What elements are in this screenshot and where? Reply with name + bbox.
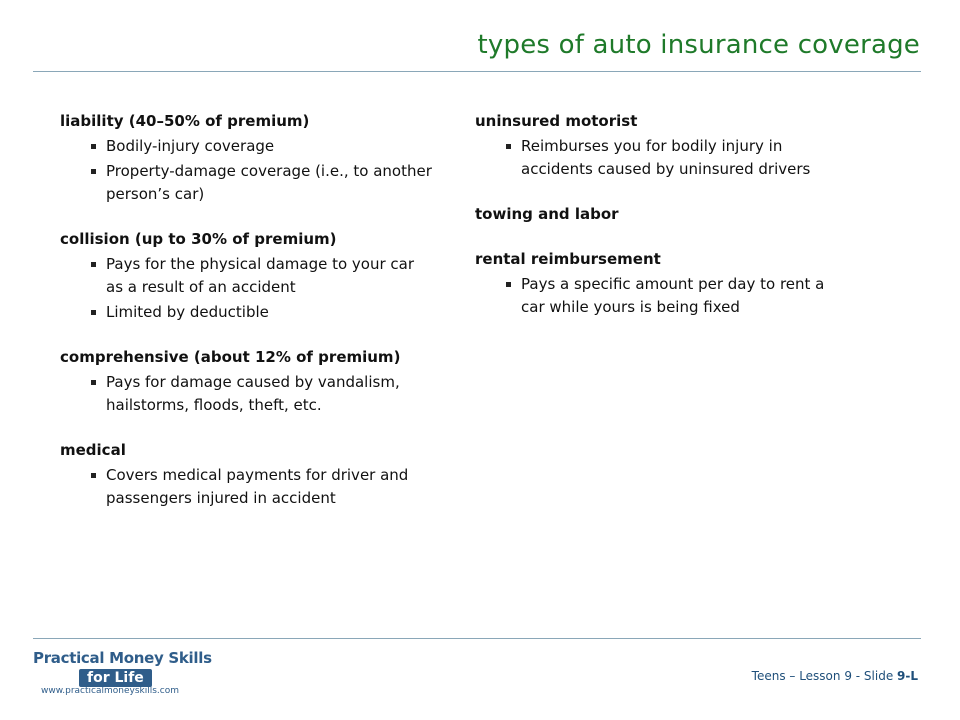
coverage-section [475,203,847,226]
logo-wordmark: Practical Money Skills [33,649,212,667]
footer-divider [33,638,921,639]
bullet-item: Bodily-injury coverage [60,135,432,158]
title-divider [33,71,921,72]
section-heading: collision (up to 30% of premium) [60,230,337,248]
bullet-item: Limited by deductible [60,301,432,324]
section-heading: medical [60,441,126,459]
section-heading: rental reimbursement [475,250,661,268]
bullet-item: Pays for damage caused by vandalism, hailstorms, floods, theft, etc. [60,371,432,417]
section-heading: liability (40–50% of premium) [60,112,310,130]
bullet-item: Pays a specific amount per day to rent a car while yours is being fixed [475,273,847,319]
coverage-section [60,110,432,206]
slide-number: 9-L [897,669,918,683]
left-column [60,110,432,532]
bullet-item: Covers medical payments for driver and passengers injured in accident [60,464,432,510]
right-column [475,110,847,341]
brand-logo [33,649,213,697]
bullet-item: Pays for the physical damage to your car as a result of an accident [60,253,432,299]
bullet-list [475,135,847,181]
footer-lesson-text: Teens – Lesson 9 - Slide [751,669,898,683]
bullet-item: Property-damage coverage (i.e., to another person’s car) [60,160,432,206]
section-heading: towing and labor [475,205,619,223]
logo-url: www.practicalmoneyskills.com [41,686,180,696]
logo-badge: for Life [79,669,152,687]
coverage-section [60,228,432,324]
bullet-list [60,371,432,417]
coverage-section [475,248,847,319]
bullet-list [60,464,432,510]
slide-title: types of auto insurance coverage [477,30,920,60]
section-heading: uninsured motorist [475,112,638,130]
bullet-item: Reimburses you for bodily injury in accidents caused by uninsured drivers [475,135,847,181]
slide-footer [752,669,918,683]
bullet-list [60,253,432,324]
section-heading: comprehensive (about 12% of premium) [60,348,401,366]
coverage-section [475,110,847,181]
coverage-section [60,439,432,510]
coverage-section [60,346,432,417]
bullet-list [60,135,432,206]
bullet-list [475,273,847,319]
